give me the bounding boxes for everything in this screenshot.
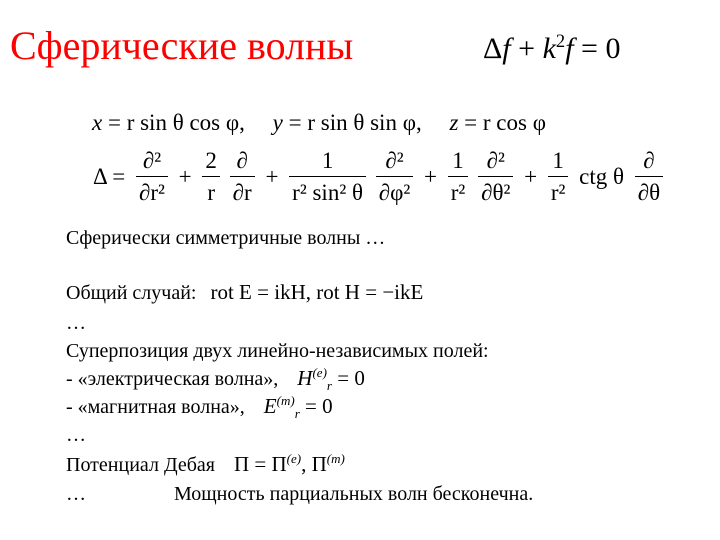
laplacian-term-4-den: r² sin² θ: [292, 180, 363, 205]
general-case-line: [66, 282, 423, 303]
helmholtz-delta: Δ: [483, 32, 503, 65]
symmetric-waves-text: Сферически симметричные волны …: [66, 227, 386, 249]
magnetic-eq-base: E: [263, 394, 277, 418]
slide-title: Сферические волны: [10, 23, 354, 68]
ellipsis-1: …: [66, 312, 86, 334]
magnetic-wave-line: [66, 393, 333, 422]
laplacian-term-6-den: r²: [450, 180, 466, 205]
laplacian-term-6: [448, 148, 469, 206]
electric-eq-sup: (e): [312, 365, 327, 380]
laplacian-term-7-num: ∂²: [478, 148, 513, 177]
electric-wave-label: - «электрическая волна»,: [66, 368, 279, 390]
superposition-text: Суперпозиция двух линейно-независимых полей:: [66, 340, 489, 362]
coord-z-lhs: z: [449, 110, 459, 135]
ellipsis-3: …: [66, 483, 86, 505]
helmholtz-f1: f: [502, 32, 511, 65]
laplacian-term-8-num: 1: [548, 148, 569, 177]
debye-eq-sep: , Π: [301, 452, 327, 476]
debye-equation: [234, 452, 345, 476]
laplacian-term-5: [376, 148, 414, 206]
helmholtz-exp: 2: [555, 31, 566, 52]
debye-eq-sup2: (m): [326, 451, 345, 466]
laplacian-term-9: [635, 148, 663, 206]
laplacian-plus: +: [524, 164, 538, 189]
laplacian-term-5-num: ∂²: [376, 148, 414, 177]
laplacian-term-9-num: ∂: [635, 148, 663, 177]
debye-eq-sup1: (e): [286, 451, 302, 466]
laplacian-term-2-den: r: [207, 180, 215, 205]
coord-z-rhs: = r cos φ: [458, 110, 546, 135]
final-line: [66, 484, 533, 504]
helmholtz-equation: [483, 32, 620, 66]
laplacian-ctg: ctg θ: [579, 164, 625, 189]
laplacian-term-1-num: ∂²: [136, 148, 168, 177]
laplacian-term-7: [478, 148, 513, 206]
laplacian-term-3-den: ∂r: [232, 180, 252, 205]
magnetic-eq-sub: r: [294, 406, 300, 422]
laplacian-formula: [90, 148, 665, 206]
laplacian-term-4: [289, 148, 366, 206]
magnetic-wave-label: - «магнитная волна»,: [66, 396, 245, 418]
magnetic-wave-equation: [263, 393, 333, 422]
laplacian-term-3: [230, 148, 255, 206]
helmholtz-rhs: = 0: [573, 32, 621, 65]
magnetic-eq-rhs: = 0: [299, 394, 333, 418]
laplacian-plus: +: [178, 164, 192, 189]
laplacian-lhs: Δ =: [93, 164, 126, 189]
spherical-coordinates: [92, 110, 546, 136]
magnetic-eq-sup: (m): [276, 393, 295, 408]
coord-y-lhs: y: [272, 110, 283, 135]
general-case-label: Общий случай:: [66, 282, 197, 304]
laplacian-term-7-den: ∂θ²: [481, 180, 511, 205]
electric-wave-equation: [297, 365, 365, 394]
electric-eq-base: H: [297, 366, 313, 390]
helmholtz-f2: f: [565, 32, 574, 65]
electric-eq-sub: r: [326, 378, 332, 394]
coord-y-rhs: = r sin θ sin φ,: [282, 110, 422, 135]
laplacian-term-2: [202, 148, 220, 206]
laplacian-term-2-num: 2: [202, 148, 220, 177]
laplacian-term-1: [136, 148, 168, 206]
maxwell-equations: rot E = ikH, rot H = −ikE: [210, 280, 424, 304]
laplacian-term-6-num: 1: [448, 148, 469, 177]
laplacian-plus: +: [265, 164, 279, 189]
laplacian-term-9-den: ∂θ: [637, 180, 661, 205]
helmholtz-plus: +: [510, 32, 543, 65]
laplacian-term-5-den: ∂φ²: [378, 180, 411, 205]
power-statement: Мощность парциальных волн бесконечна.: [174, 483, 534, 505]
laplacian-term-3-num: ∂: [230, 148, 255, 177]
coord-x-rhs: = r sin θ cos φ,: [102, 110, 245, 135]
laplacian-plus: +: [424, 164, 438, 189]
laplacian-term-4-num: 1: [289, 148, 366, 177]
coord-x-lhs: x: [92, 110, 103, 135]
laplacian-term-8: [548, 148, 569, 206]
debye-line: [66, 451, 345, 476]
laplacian-term-8-den: r²: [550, 180, 566, 205]
electric-eq-rhs: = 0: [332, 366, 365, 390]
laplacian-term-1-den: ∂r²: [139, 180, 165, 205]
helmholtz-k: k: [542, 32, 556, 65]
debye-label: Потенциал Дебая: [66, 454, 215, 476]
ellipsis-2: …: [66, 424, 86, 446]
electric-wave-line: [66, 365, 365, 394]
debye-eq-main: Π = Π: [233, 452, 287, 476]
